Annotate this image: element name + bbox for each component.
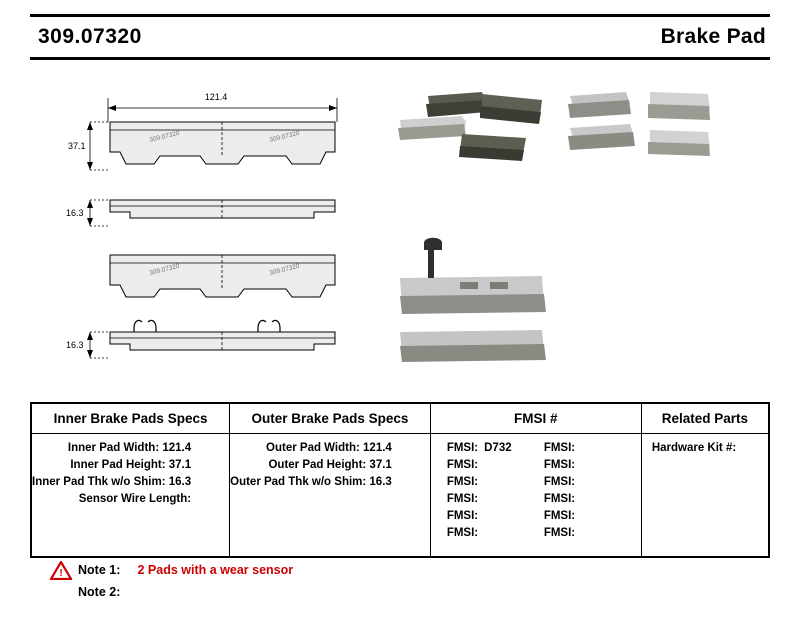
- dim-width-label: 121.4: [204, 92, 228, 102]
- fmsi-entry: [544, 457, 641, 474]
- fmsi-entry: [544, 525, 641, 542]
- fmsi-entry: [447, 457, 544, 474]
- fmsi-value: [478, 510, 484, 522]
- specs-table: [30, 402, 770, 558]
- document-header: [30, 14, 770, 60]
- spec-line: Sensor Wire Length:: [78, 493, 192, 505]
- notes-section: [59, 559, 578, 603]
- svg-text:!: !: [59, 568, 63, 579]
- svg-text:309.07320: 309.07320: [148, 262, 181, 277]
- fmsi-value: [478, 476, 484, 488]
- fmsi-grid: [431, 440, 641, 542]
- fmsi-entry: [544, 491, 641, 508]
- fmsi-value: [575, 476, 581, 488]
- part-number: 309.07320: [38, 25, 142, 48]
- fmsi-entry: [544, 474, 641, 491]
- note-2-label: Note 2:: [78, 585, 121, 599]
- inner-specs-body: [32, 434, 229, 554]
- related-parts-header: Related Parts: [642, 404, 768, 434]
- fmsi-entry: [447, 508, 544, 525]
- dim-thickness-top-label: 16.3: [66, 208, 84, 218]
- fmsi-entry: [447, 440, 544, 457]
- dim-thickness-bottom-label: 16.3: [66, 340, 84, 350]
- warning-icon: [50, 561, 72, 580]
- spec-line: Inner Pad Height: 37.1: [70, 459, 192, 471]
- fmsi-label: FMSI:: [446, 476, 479, 488]
- note-1-label: Note 1:: [78, 563, 121, 577]
- svg-text:309.07320: 309.07320: [268, 262, 301, 277]
- fmsi-label: FMSI:: [543, 442, 576, 454]
- fmsi-label: FMSI:: [446, 459, 479, 471]
- table-header-row: [31, 403, 769, 557]
- spec-line: Outer Pad Thk w/o Shim: 16.3: [230, 476, 392, 488]
- note-row-1: [59, 559, 578, 581]
- fmsi-label: FMSI:: [543, 510, 576, 522]
- column-header-inner: [31, 403, 230, 557]
- outer-specs-body: [230, 434, 430, 554]
- document-sheet: [30, 14, 770, 600]
- note-row-2: [78, 581, 578, 603]
- spec-line: Inner Pad Width: 121.4: [67, 442, 192, 454]
- fmsi-value: [478, 493, 484, 505]
- fmsi-label: FMSI:: [446, 527, 479, 539]
- fmsi-header: FMSI #: [431, 404, 641, 434]
- spec-line: Inner Pad Thk w/o Shim: 16.3: [32, 476, 192, 488]
- column-header-related: [641, 403, 769, 557]
- svg-text:309.07320: 309.07320: [268, 129, 301, 144]
- dim-height-label: 37.1: [68, 141, 86, 151]
- fmsi-label: FMSI:: [543, 527, 576, 539]
- fmsi-entry: [447, 474, 544, 491]
- technical-drawing: [30, 60, 770, 390]
- note-1-text: 2 Pads with a wear sensor: [137, 563, 294, 577]
- fmsi-entry: [544, 508, 641, 525]
- column-header-fmsi: [430, 403, 641, 557]
- fmsi-label: FMSI:: [543, 476, 576, 488]
- fmsi-value: [575, 442, 581, 454]
- fmsi-label: FMSI:: [543, 459, 576, 471]
- fmsi-entry: [447, 525, 544, 542]
- fmsi-value: [575, 459, 581, 471]
- fmsi-value: D732: [484, 442, 512, 454]
- fmsi-value: [575, 527, 581, 539]
- column-header-outer: [230, 403, 431, 557]
- fmsi-body: [431, 434, 641, 556]
- fmsi-label: FMSI:: [446, 493, 479, 505]
- fmsi-value: [478, 527, 484, 539]
- svg-text:309.07320: 309.07320: [148, 129, 181, 144]
- fmsi-label: FMSI:: [543, 493, 576, 505]
- fmsi-value: [575, 493, 581, 505]
- related-parts-body: [642, 434, 768, 554]
- spec-line: Outer Pad Width: 121.4: [266, 442, 392, 454]
- fmsi-value: [575, 510, 581, 522]
- inner-specs-header: Inner Brake Pads Specs: [32, 404, 229, 434]
- fmsi-label: FMSI:: [446, 442, 479, 454]
- outer-specs-header: Outer Brake Pads Specs: [230, 404, 430, 434]
- spec-line: Outer Pad Height: 37.1: [268, 459, 392, 471]
- related-part-line: Hardware Kit #:: [651, 442, 737, 454]
- fmsi-entry: [447, 491, 544, 508]
- fmsi-label: FMSI:: [446, 510, 479, 522]
- fmsi-value: [478, 459, 484, 471]
- page-title: Brake Pad: [660, 25, 766, 48]
- fmsi-entry: [544, 440, 641, 457]
